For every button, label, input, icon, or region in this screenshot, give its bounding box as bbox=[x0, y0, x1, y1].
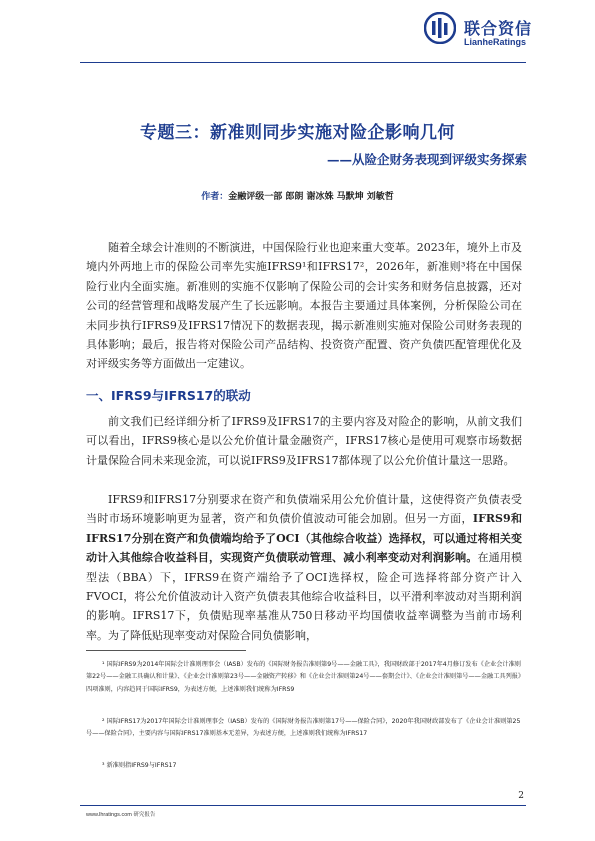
paragraph-oci-bold-highlight: IFRS9和IFRS17分别在资产和负债端均给予了OCI（其他综合收益）选择权，可以通过将相关变动计入其他综合收益科目，实现资产负债联动管理、减小利率变动对利润影响。 bbox=[86, 512, 522, 565]
paragraph-ifrs-overview: 前文我们已经详细分析了IFRS9及IFRS17的主要内容及对险企的影响，从前文我们可以看出，IFRS9核心是以公允价值计量金融资产，IFRS17核心是使用可观察市场数据计量保险合同未来现金流，可以说IFRS9及IFRS17都体现了以公允价值计量这一思路。 bbox=[86, 415, 522, 467]
paragraph-oci-text-a: IFRS9和IFRS17分别要求在资产和负债端采用公允价值计量，这使得资产负债表受当时市场环境影响更为显著，资产和负债价值波动可能会加剧。但另一方面， bbox=[86, 493, 522, 526]
footnote-2: ² 国际IFRS17为2017年国际会计准则理事会（IASB）发布的《国际财务报告准则第17号——保险合同》，2020年我国财政部发布了《企业会计准则第25号——保险合同》，主要内容与国际IFRS17准则基本无差异，为表述方便，上述准则我们统称为IFRS17 bbox=[86, 718, 521, 738]
author-line bbox=[0, 189, 595, 202]
report-title: 专题三：新准则同步实施对险企影响几何 bbox=[140, 123, 455, 143]
logo-chinese-text: 联合资信 bbox=[464, 19, 533, 38]
paragraph-oci-option bbox=[86, 490, 522, 645]
page-number: 2 bbox=[518, 791, 524, 801]
lianhe-logo-icon bbox=[424, 12, 456, 44]
header-divider bbox=[80, 62, 526, 63]
intro-paragraph: 随着全球会计准则的不断演进，中国保险行业也迎来重大变革。2023年，境外上市及境内外两地上市的保险公司率先实施IFRS9¹和IFRS17²，2026年，新准则³将在中国保险行业内全面实施。新准则的实施不仅影响了保险公司的会计实务和财务信息披露，还对公司的经营管理和战略发展产生了长远影响。本报告主要通过具体案例，分析保险公司在未同步执行IFRS9及IFRS17情况下的数据表现，揭示新准则实施对保险公司财务表现的具体影响；最后，报告将对保险公司产品结构、投资资产配置、资产负债匹配管理优化及对评级实务等方面做出一定建议。 bbox=[86, 241, 522, 371]
footnote-divider bbox=[86, 650, 246, 651]
footnote-1: ¹ 国际IFRS9为2014年国际会计准则理事会（IASB）发布的《国际财务报告准则第9号——金融工具》，我国财政部于2017年4月修订发布《企业会计准则第22号——金融工具确认和计量》、《企业会计准则第23号——金融资产转移》和《企业会计准则第24号——套期会计》、《企业会计准则第号——金融工具列报》四项准则，内容趋同于国际IFRS9，为表述方便，上述准则我们统称为IFRS9 bbox=[86, 661, 522, 693]
footer-website-link[interactable]: www.lhratings.com 研究报告 bbox=[86, 812, 156, 818]
report-subtitle: ——从险企财务表现到评级实务探索 bbox=[326, 152, 527, 167]
section-heading-1: 一、IFRS9与IFRS17的联动 bbox=[86, 388, 251, 403]
footnote-3: ³ 新准则指IFRS9与IFRS17 bbox=[102, 762, 177, 769]
paragraph-oci-text-b: 在通用模型法（BBA）下，IFRS9在资产端给予了OCI选择权，险企可选择将部分资产计入FVOCI，将公允价值波动计入资产负债表其他综合收益科目，以平滑利率波动对当期利润的影响。IFRS17下，负债贴现率基准从750日移动平均国债收益率调整为当前市场利率。为了降低贴现率变动对保险合同负债影响， bbox=[86, 551, 523, 642]
lianhe-ratings-logo bbox=[424, 12, 534, 52]
author-label: 作者： bbox=[201, 192, 229, 202]
logo-english-text: LianheRatings bbox=[464, 37, 527, 47]
footer-divider bbox=[80, 805, 526, 806]
author-names: 金融评级一部 郎朗 谢冰姝 马默坤 刘敏哲 bbox=[228, 192, 394, 202]
